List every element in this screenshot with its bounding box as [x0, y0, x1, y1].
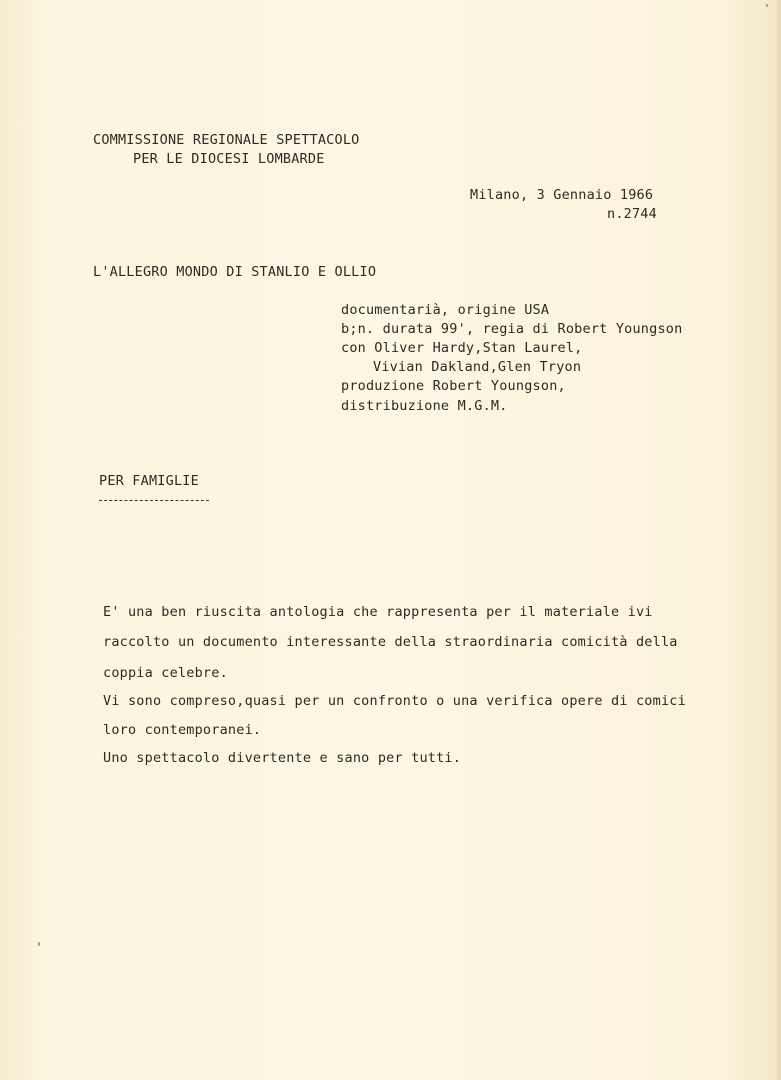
film-detail-line: distribuzione M.G.M. [341, 398, 508, 414]
film-title: L'ALLEGRO MONDO DI STANLIO E OLLIO [93, 264, 377, 280]
review-line: Uno spettacolo divertente e sano per tutti. [103, 750, 462, 766]
document-number: n.2744 [607, 206, 657, 222]
commission-subtitle: PER LE DIOCESI LOMBARDE [133, 151, 325, 167]
film-detail-line: Vivian Dakland,Glen Tryon [373, 359, 582, 375]
rating-label: PER FAMIGLIE [99, 473, 199, 489]
review-line: loro contemporanei. [103, 722, 262, 738]
film-detail-line: con Oliver Hardy,Stan Laurel, [341, 340, 583, 356]
paper-speck [766, 4, 768, 7]
film-detail-line: documentarià, origine USA [341, 302, 550, 318]
film-detail-line: b;n. durata 99', regia di Robert Youngson [341, 321, 683, 337]
document-date: Milano, 3 Gennaio 1966 [470, 187, 654, 203]
rating-underline [99, 500, 209, 501]
review-line: Vi sono compreso,quasi per un confronto o una verifica opere di comici [103, 693, 686, 709]
commission-name: COMMISSIONE REGIONALE SPETTACOLO [93, 132, 360, 148]
film-detail-line: produzione Robert Youngson, [341, 378, 566, 394]
review-line: coppia celebre. [103, 665, 228, 681]
review-line: E' una ben riuscita antologia che rappresenta per il materiale ivi [103, 604, 653, 620]
paper-speck [38, 942, 40, 946]
page-edge [777, 0, 781, 1080]
review-line: raccolto un documento interessante della straordinaria comicità della [103, 634, 678, 650]
